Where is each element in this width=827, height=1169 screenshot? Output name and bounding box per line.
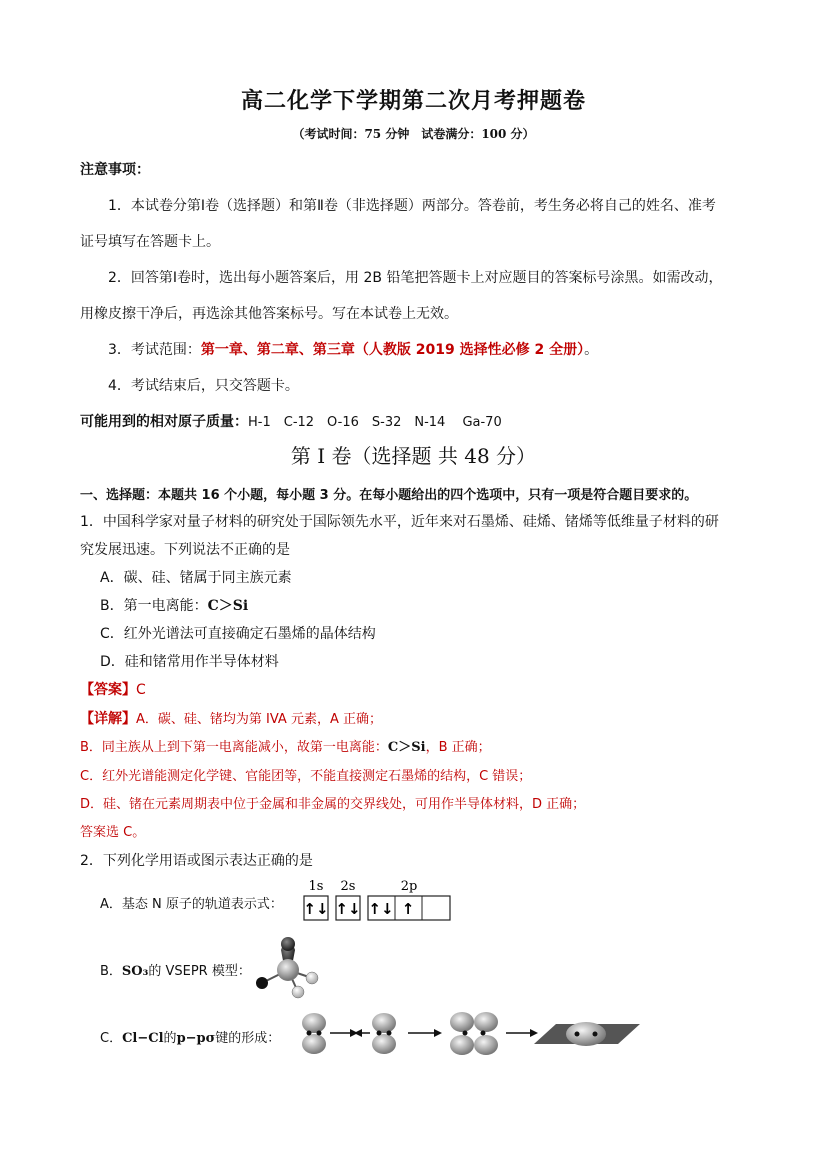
q2-option-b [100, 960, 251, 979]
atomic-masses [80, 411, 502, 431]
notice-item-1-line-1: 1．本试卷分第Ⅰ卷（选择题）和第Ⅱ卷（非选择题）两部分。答卷前，考生务必将自己的姓名、准考 [108, 198, 716, 214]
orbital-label-1s: 1s [308, 879, 324, 894]
notice-item-2-line-1: 2．回答第Ⅰ卷时，选出每小题答案后，用 2B 铅笔把答题卡上对应题目的答案标号涂黑。如需改动， [108, 270, 723, 286]
notice-item-3-prefix: 3．考试范围： [108, 342, 201, 358]
q1-detail-a [80, 708, 382, 728]
notice-item-2-line-2: 用橡皮擦干净后，再选涂其他答案标号。写在本试卷上无效。 [80, 306, 458, 322]
q2-option-c-formula: Cl−Cl [122, 1031, 164, 1046]
q2-stem: 2．下列化学用语或图示表达正确的是 [80, 853, 313, 869]
q1-option-d: D．硅和锗常用作半导体材料 [100, 654, 279, 670]
q1-option-c: C．红外光谱法可直接确定石墨烯的晶体结构 [100, 626, 376, 642]
q2-option-c [100, 1027, 280, 1046]
q1-stem-line-1: 1．中国科学家对量子材料的研究处于国际领先水平，近年来对石墨烯、硅烯、锗烯等低维量子材料的研 [80, 514, 719, 530]
notice-item-3 [108, 339, 598, 359]
q1-option-a: A．碳、硅、锗属于同主族元素 [100, 570, 292, 586]
q1-option-b-formula: C＞Si [207, 598, 249, 614]
orbital-electrons-2p-2: ↑ [401, 900, 415, 918]
q2-option-c-prefix: C． [100, 1031, 123, 1046]
p-p-sigma-bond-diagram [296, 1010, 646, 1058]
q1-option-b [100, 595, 248, 615]
orbital-diagram [296, 876, 456, 922]
orbital-electrons-2s: ↑↓ [335, 900, 361, 918]
answer-value: C [136, 682, 146, 698]
q1-conclusion: 答案选 C。 [80, 825, 146, 840]
section-title: 第 I 卷（选择题 共 48 分） [290, 444, 537, 468]
notice-item-3-suffix: 。 [584, 342, 599, 358]
exam-scope: 第一章、第二章、第三章（人教版 2019 选择性必修 2 全册） [200, 342, 585, 358]
q1-stem-line-2: 究发展迅速。下列说法不正确的是 [80, 542, 290, 558]
detail-a-text: A．碳、硅、锗均为第 IVA 元素，A 正确； [136, 712, 382, 727]
exam-info: （考试时间：75 分钟 试卷满分：100 分） [292, 127, 535, 141]
q1-detail-d: D．硅、锗在元素周期表中位于金属和非金属的交界线处，可用作半导体材料，D 正确； [80, 797, 586, 812]
q2-option-c-suffix: 键的形成： [215, 1031, 281, 1046]
q2-option-c-mid: 的 [163, 1031, 177, 1046]
orbital-electrons-2p-1: ↑↓ [368, 900, 394, 918]
q1-option-b-prefix: B．第一电离能： [100, 598, 208, 614]
q1-answer [80, 679, 146, 699]
detail-b-suffix: ，B 正确； [425, 740, 491, 755]
detail-b-formula: C＞Si [387, 740, 426, 755]
notice-heading: 注意事项： [80, 162, 150, 178]
section-instruction: 一、选择题：本题共 16 个小题，每小题 3 分。在每小题给出的四个选项中，只有一项是符合题目要求的。 [80, 488, 698, 503]
q2-option-b-prefix: B． [100, 964, 122, 979]
notice-item-4: 4．考试结束后，只交答题卡。 [108, 378, 299, 394]
answer-label: 【答案】 [80, 682, 136, 698]
orbital-electrons-1s: ↑↓ [303, 900, 329, 918]
atomic-masses-values: H-1 C-12 O-16 S-32 N-14 Ga-70 [248, 415, 502, 430]
detail-label: 【详解】 [80, 711, 136, 727]
notice-item-1-line-2: 证号填写在答题卡上。 [80, 234, 220, 250]
detail-b-prefix: B．同主族从上到下第一电离能减小，故第一电离能： [80, 740, 388, 755]
q2-option-b-formula: SO₃ [121, 964, 149, 979]
orbital-label-2s: 2s [340, 879, 356, 894]
so3-vsepr-model [248, 930, 328, 1000]
q2-option-a-text: A．基态 N 原子的轨道表示式： [100, 897, 283, 912]
page-title: 高二化学下学期第二次月考押题卷 [240, 89, 586, 114]
orbital-label-2p: 2p [400, 879, 418, 894]
q1-detail-b [80, 736, 491, 755]
q1-detail-c: C．红外光谱能测定化学键、官能团等，不能直接测定石墨烯的结构，C 错误； [80, 769, 532, 784]
atomic-masses-label: 可能用到的相对原子质量： [80, 414, 248, 430]
q2-option-b-suffix: 的 VSEPR 模型： [148, 964, 251, 979]
q2-option-c-formula-2: p−pσ [176, 1031, 216, 1046]
